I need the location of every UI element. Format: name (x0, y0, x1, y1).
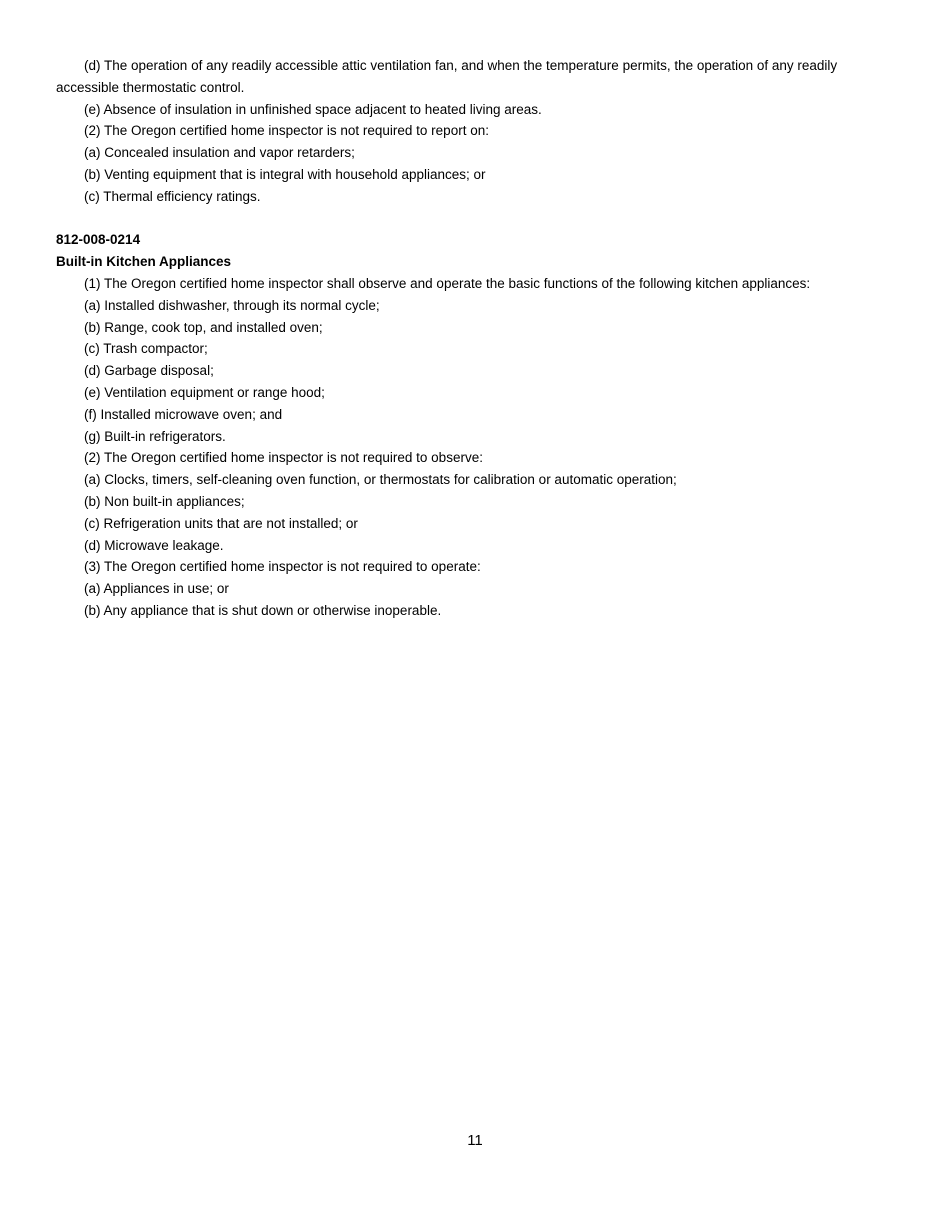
paragraph: (e) Ventilation equipment or range hood; (84, 384, 325, 400)
paragraph: (a) Clocks, timers, self-cleaning oven function, or thermostats for calibration or automatic operation; (84, 472, 677, 488)
page-number: 11 (467, 1132, 483, 1149)
document-page (56, 55, 896, 622)
paragraph: (b) Range, cook top, and installed oven; (84, 319, 323, 335)
paragraph: (c) Trash compactor; (84, 341, 208, 357)
paragraph: (2) The Oregon certified home inspector is not required to report on: (84, 123, 489, 139)
paragraph: (a) Appliances in use; or (84, 581, 229, 597)
section-spacer (56, 208, 896, 230)
rule-title: Built-in Kitchen Appliances (56, 254, 232, 270)
paragraph: (b) Non built-in appliances; (84, 493, 245, 509)
rule-number: 812-008-0214 (56, 232, 141, 248)
paragraph: (f) Installed microwave oven; and (84, 406, 283, 422)
paragraph: (d) The operation of any readily accessible attic ventilation fan, and when the temperature permits, the operation of any readily accessible thermostatic control. (56, 58, 838, 95)
paragraph: (2) The Oregon certified home inspector is not required to observe: (84, 450, 483, 466)
section-attic-continued (56, 55, 896, 208)
paragraph: (c) Thermal efficiency ratings. (84, 188, 261, 204)
paragraph: (b) Venting equipment that is integral with household appliances; or (84, 166, 486, 182)
paragraph: (d) Garbage disposal; (84, 363, 214, 379)
paragraph: (a) Installed dishwasher, through its normal cycle; (84, 297, 380, 313)
paragraph: (3) The Oregon certified home inspector is not required to operate: (84, 559, 481, 575)
paragraph: (c) Refrigeration units that are not installed; or (84, 515, 358, 531)
paragraph: (g) Built-in refrigerators. (84, 428, 226, 444)
paragraph: (b) Any appliance that is shut down or otherwise inoperable. (84, 602, 442, 618)
paragraph: (1) The Oregon certified home inspector shall observe and operate the basic functions of the following kitchen appliances: (84, 275, 811, 291)
section-kitchen-appliances (56, 229, 896, 621)
paragraph: (e) Absence of insulation in unfinished space adjacent to heated living areas. (84, 101, 542, 117)
paragraph: (a) Concealed insulation and vapor retarders; (84, 145, 355, 161)
paragraph: (d) Microwave leakage. (84, 537, 224, 553)
